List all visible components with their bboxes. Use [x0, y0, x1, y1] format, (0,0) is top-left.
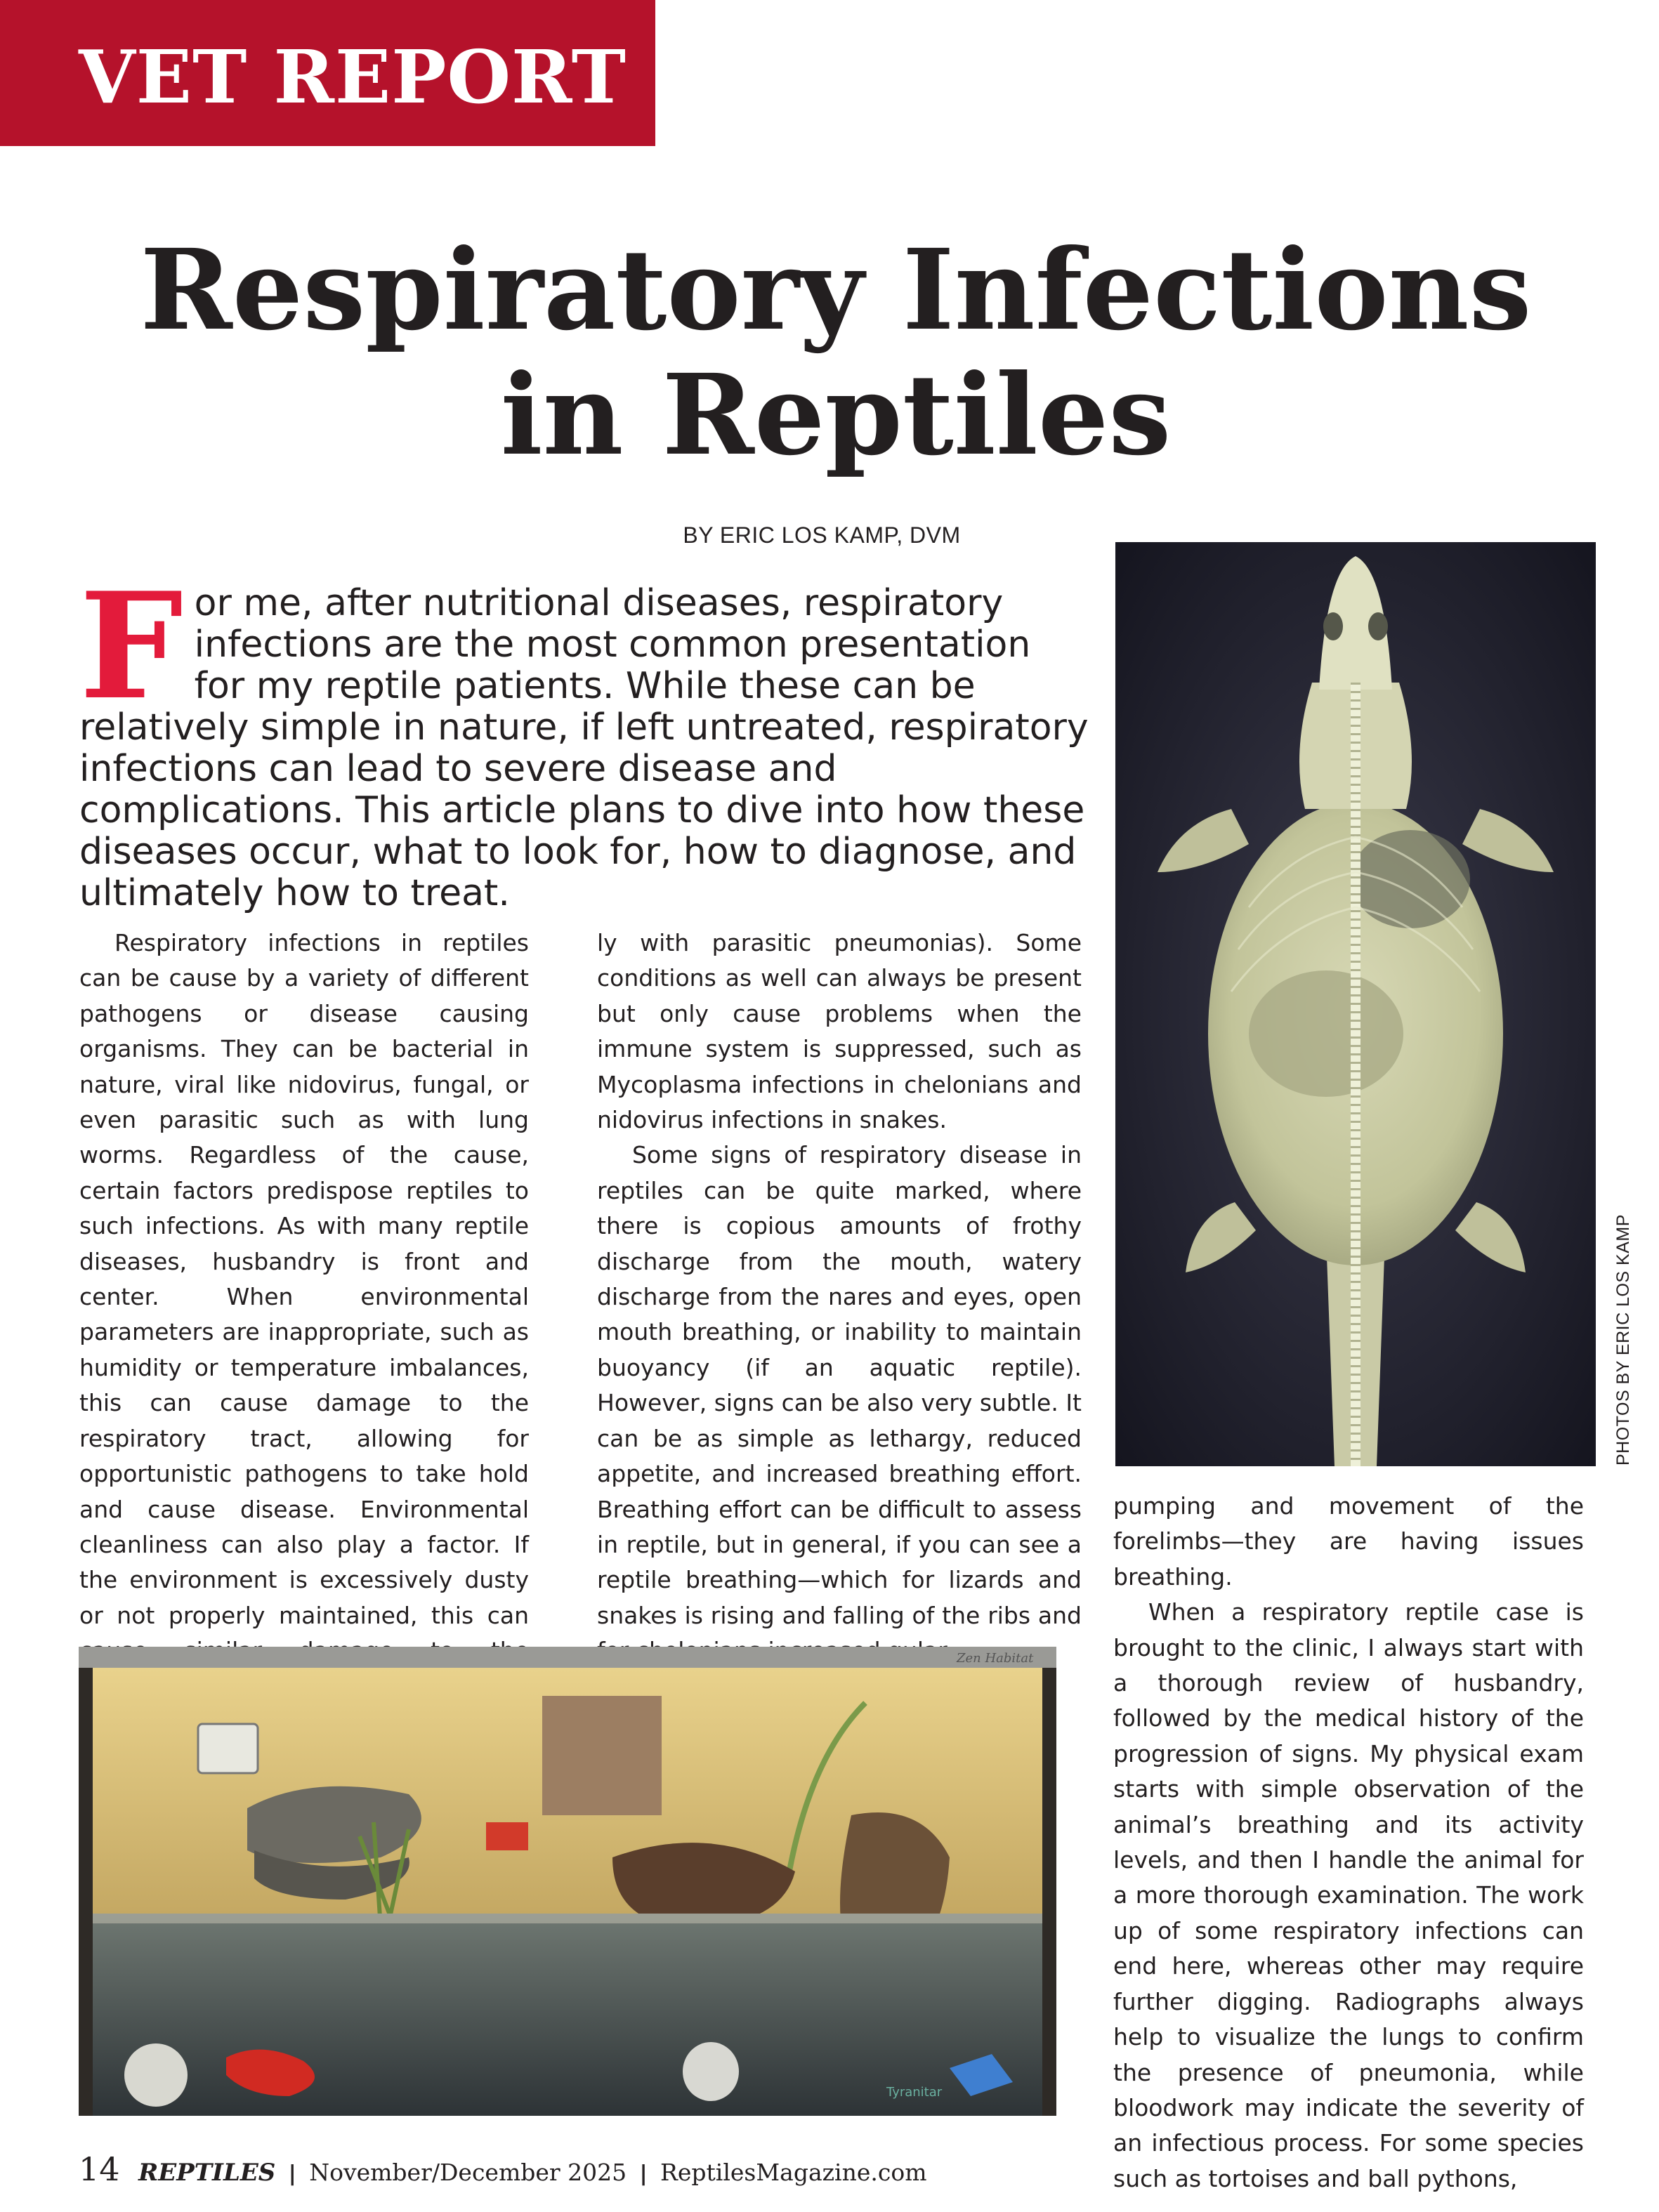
- footer-separator: |: [639, 2161, 648, 2186]
- tank-brand-label: Zen Habitat: [957, 1651, 1034, 1666]
- footer-separator: |: [288, 2161, 296, 2186]
- section-label: VET REPORT: [79, 34, 627, 120]
- terrarium-photo: [79, 1647, 1056, 2116]
- body-paragraph: Respiratory infections in reptiles can be cause by a variety of different pathogens or disease causing organisms. They can be bacterial in nature, viral like nidovirus, fungal, or even parasitic such as with lung worms. Regardless of the cause, certain factors predispose reptiles to such infections. As with many reptile diseases, husbandry is front and center. When environmental parameters are inappropriate, such as humidity or temperature imbalances, this can cause damage to the respiratory tract, allowing for opportunistic pathogens to take hold and cause disease. Environmental cleanliness can also play a factor. If the environment is excessively dusty or not properly maintained, this can: [79, 929, 529, 1629]
- xray-photo: [1115, 542, 1596, 1466]
- body-column-3: [1113, 1489, 1584, 2197]
- photo-credit: PHOTOS BY ERIC LOS KAMP: [1613, 1214, 1633, 1466]
- xray-image: [1115, 542, 1596, 1466]
- intro-paragraph: [79, 561, 1091, 914]
- sticker-label: Tyranitar: [886, 2085, 943, 2100]
- drop-cap: F: [79, 561, 183, 732]
- body-column-2: [597, 926, 1082, 1669]
- magazine-name: REPTILES: [138, 2159, 276, 2187]
- title-line-1: Respiratory Infections: [140, 225, 1532, 355]
- body-column-1: [79, 926, 529, 1739]
- byline: BY ERIC LOS KAMP, DVM: [683, 522, 961, 548]
- body-paragraph: ly with parasitic pneumonias). Some conditions as well can always be present but only cause problems when the immune system is suppressed, such as Mycoplasma infections in chelonians and nidovirus infections in snakes.: [597, 929, 1082, 1134]
- page-number: 14: [79, 2150, 120, 2188]
- website: ReptilesMagazine.com: [660, 2159, 927, 2186]
- section-banner: [0, 0, 655, 146]
- body-paragraph: When a respiratory reptile case is brought to the clinic, I always start with a thorough review of husbandry, followed by the medical history of the progression of signs. My physical exam starts with simple observation of the animal’s breathing and its activity levels, and then I handle the animal for a more thorough examination. The work up of some respiratory infections can end here, whereas other may require further digging. Radiographs always help to visualize the lungs to confirm the presence of pneumonia, while bloodwork may indicate the severity of an infectious process. For some species such as tortoises and ball pythons,: [1113, 1598, 1584, 2192]
- terrarium-image: [79, 1647, 1056, 2116]
- page-footer: [79, 2150, 1062, 2188]
- intro-text: or me, after nutritional diseases, respiratory infections are the most common presentation for my reptile patients. While these can be relatively simple in nature, if left untreated, respiratory infections can lead to severe disease and complications. This article plans to dive into how these diseases occur, what to look for, how to diagnose, and ultimately how to treat.: [79, 582, 1089, 914]
- title-line-2: in Reptiles: [500, 350, 1172, 480]
- issue-date: November/December 2025: [309, 2159, 627, 2186]
- body-paragraph: pumping and movement of the forelimbs—they are having issues breathing.: [1113, 1492, 1584, 1591]
- article-title: [70, 225, 1601, 480]
- body-paragraph: Some signs of respiratory disease in reptiles can be quite marked, where there is copious amounts of frothy discharge from the mouth, watery discharge from the nares and eyes, open mouth breathing, or inability to maintain buoyancy (if an aquatic reptile). However, signs can be also very subtle. It can be as simple as lethargy, reduced appetite, and increased breathing effort. Breathing effort can be difficult to assess in reptile, but in general, if you can see a reptile breathing—which for lizards and snakes is rising and falling of the ribs and: [597, 1141, 1082, 1629]
